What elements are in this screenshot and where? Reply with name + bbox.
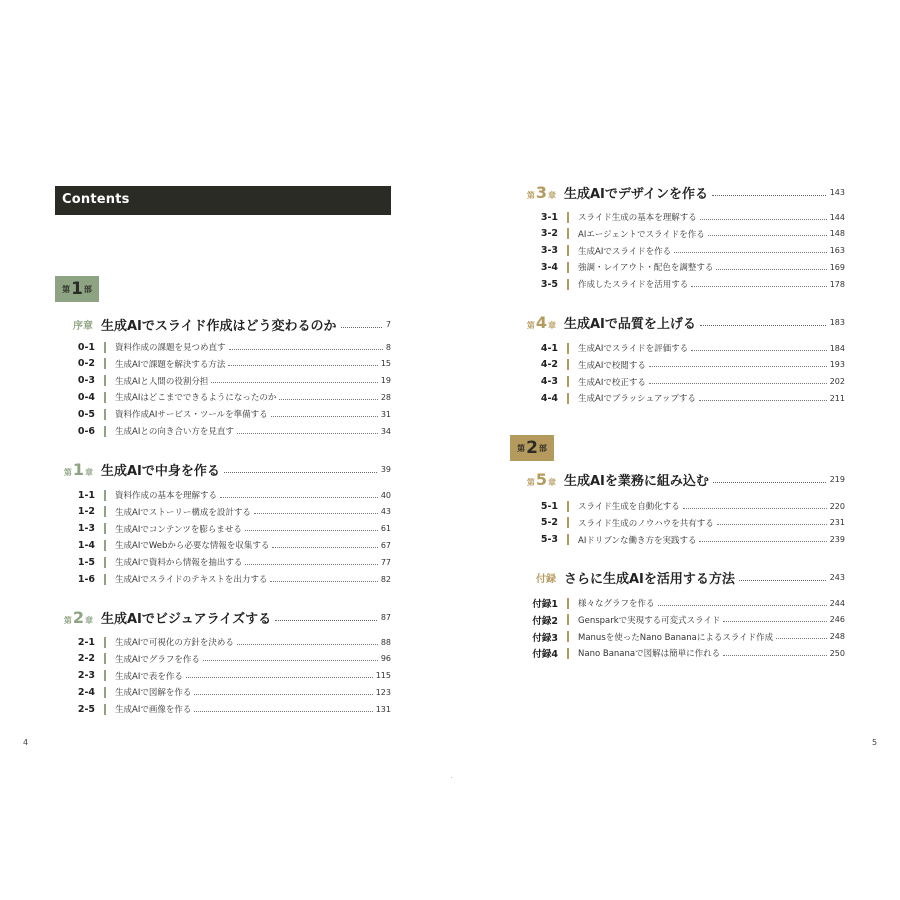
dot-leader bbox=[237, 644, 378, 645]
section-title: 生成AIでスライドを評価する bbox=[578, 344, 689, 354]
section-number: 付録4 bbox=[532, 649, 558, 661]
toc-entry[interactable] bbox=[55, 652, 391, 666]
section-divider-bar bbox=[104, 557, 106, 568]
section-title: 生成AIで課題を解決する方法 bbox=[115, 359, 226, 370]
section-title: 生成AIでスライドのテキストを出力する bbox=[115, 575, 268, 585]
section-page: 220 bbox=[829, 501, 845, 511]
section-divider-bar bbox=[567, 343, 569, 354]
section-title: 生成AIと人間の役割分担 bbox=[115, 376, 209, 387]
section-divider-bar bbox=[104, 506, 106, 517]
dot-leader bbox=[713, 482, 826, 483]
section-page: 178 bbox=[829, 279, 845, 289]
toc-entry[interactable] bbox=[518, 391, 845, 405]
section-divider-bar bbox=[104, 653, 106, 664]
toc-entry[interactable] bbox=[518, 596, 845, 610]
chapter-title: 生成AIで中身を作る bbox=[101, 463, 220, 479]
section-divider-bar bbox=[567, 648, 569, 659]
section-number: 2-5 bbox=[77, 703, 95, 715]
section-page: 169 bbox=[829, 262, 845, 272]
section-title: 生成AIで図解を作る bbox=[115, 688, 192, 699]
toc-entry[interactable] bbox=[518, 499, 845, 513]
toc-entry[interactable] bbox=[518, 375, 845, 389]
section-page: 8 bbox=[385, 342, 391, 352]
section-number: 1-5 bbox=[77, 556, 95, 568]
section-number: 0-6 bbox=[77, 425, 95, 437]
section-page: 244 bbox=[829, 598, 845, 608]
chapter-title: 生成AIでスライド作成はどう変わるのか bbox=[101, 318, 337, 334]
section-title: 作成したスライドを活用する bbox=[578, 280, 689, 291]
toc-entry[interactable] bbox=[55, 635, 391, 649]
section-number: 4-4 bbox=[540, 392, 558, 404]
section-page: 231 bbox=[829, 518, 845, 528]
dot-leader bbox=[674, 252, 827, 253]
section-divider-bar bbox=[104, 342, 106, 353]
chapter-page: 243 bbox=[829, 572, 845, 582]
section-divider-bar bbox=[567, 279, 569, 290]
dot-leader bbox=[723, 655, 827, 656]
section-divider-bar bbox=[567, 245, 569, 256]
dot-leader bbox=[700, 325, 826, 326]
chapter-label: 付録 bbox=[536, 573, 556, 585]
chapter-heading-5[interactable] bbox=[518, 469, 845, 489]
dot-leader bbox=[245, 564, 377, 565]
toc-entry[interactable] bbox=[518, 613, 845, 627]
gutter-mark bbox=[451, 777, 452, 778]
dot-leader bbox=[683, 508, 827, 509]
toc-entry[interactable] bbox=[55, 669, 391, 683]
section-number: 3-3 bbox=[540, 245, 558, 257]
dot-leader bbox=[224, 472, 377, 473]
section-number: 0-1 bbox=[77, 341, 95, 353]
chapter-number: 4 bbox=[535, 312, 547, 332]
section-title: 資料作成AIサービス・ツールを準備する bbox=[115, 410, 268, 421]
section-title: 生成AIでWebから必要な情報を収集する bbox=[115, 541, 270, 552]
dot-leader bbox=[708, 235, 827, 236]
section-number: 1-4 bbox=[77, 539, 95, 551]
toc-entry[interactable] bbox=[518, 227, 845, 241]
part-2-badge bbox=[510, 435, 554, 461]
section-page: 184 bbox=[829, 343, 845, 353]
section-divider-bar bbox=[104, 426, 106, 437]
chapter-prefix: 第 bbox=[526, 190, 535, 200]
section-page: 40 bbox=[380, 490, 391, 500]
section-title: Gensparkで実現する可変式スライド bbox=[578, 615, 721, 626]
dot-leader bbox=[658, 605, 827, 606]
section-divider-bar bbox=[104, 409, 106, 420]
section-divider-bar bbox=[104, 574, 106, 585]
section-number: 4-3 bbox=[540, 376, 558, 388]
chapter-prefix: 第 bbox=[526, 477, 535, 487]
chapter-title: 生成AIで品質を上げる bbox=[564, 316, 696, 332]
section-number: 付録1 bbox=[532, 599, 558, 610]
section-number: 1-2 bbox=[77, 506, 95, 518]
dot-leader bbox=[194, 711, 372, 712]
section-title: 生成AIで校閲する bbox=[578, 360, 646, 371]
chapter-heading-3[interactable] bbox=[518, 182, 845, 202]
section-number: 1-6 bbox=[77, 573, 95, 585]
dot-leader bbox=[194, 694, 372, 695]
toc-entry[interactable] bbox=[518, 516, 845, 530]
dot-leader bbox=[203, 660, 378, 661]
dot-leader bbox=[649, 366, 827, 367]
section-page: 61 bbox=[380, 524, 391, 534]
section-divider-bar bbox=[567, 614, 569, 625]
chapter-title: 生成AIを業務に組み込む bbox=[564, 473, 709, 489]
section-page: 250 bbox=[829, 648, 845, 658]
section-page: 15 bbox=[380, 359, 391, 369]
part-badge-suffix: 部 bbox=[83, 284, 92, 294]
chapter-suffix: 章 bbox=[548, 320, 556, 330]
toc-entry[interactable] bbox=[518, 358, 845, 372]
section-divider-bar bbox=[567, 359, 569, 370]
section-title: 生成AIで可視化の方針を決める bbox=[115, 638, 234, 648]
section-divider-bar bbox=[104, 540, 106, 551]
section-divider-bar bbox=[567, 517, 569, 528]
part-1-badge bbox=[55, 276, 99, 302]
section-page: 163 bbox=[829, 246, 845, 256]
section-divider-bar bbox=[104, 670, 106, 681]
chapter-heading-prologue[interactable] bbox=[55, 314, 391, 334]
section-divider-bar bbox=[104, 358, 106, 369]
chapter-page: 7 bbox=[385, 319, 391, 329]
section-page: 131 bbox=[375, 704, 391, 714]
section-title: Manusを使ったNano Bananaによるスライド作成 bbox=[578, 632, 774, 643]
section-title: スライド生成を自動化する bbox=[578, 502, 680, 512]
dot-leader bbox=[279, 399, 377, 400]
dot-leader bbox=[275, 620, 377, 621]
section-divider-bar bbox=[104, 523, 106, 534]
chapter-title: さらに生成AIを活用する方法 bbox=[564, 571, 735, 587]
section-title: 生成AIで画像を作る bbox=[115, 705, 192, 716]
dot-leader bbox=[211, 382, 377, 383]
section-number: 0-4 bbox=[77, 391, 95, 403]
contents-title: Contents bbox=[62, 192, 130, 207]
section-title: 強調・レイアウト・配色を調整する bbox=[578, 263, 714, 274]
dot-leader bbox=[700, 219, 827, 220]
dot-leader bbox=[245, 530, 378, 531]
toc-entry[interactable] bbox=[55, 572, 391, 586]
chapter-title: 生成AIでビジュアライズする bbox=[101, 611, 272, 627]
dot-leader bbox=[270, 581, 377, 582]
section-page: 82 bbox=[380, 574, 391, 584]
section-number: 2-2 bbox=[77, 653, 95, 665]
part-badge-number: 2 bbox=[526, 438, 538, 458]
toc-entry[interactable] bbox=[518, 260, 845, 274]
section-number: 1-3 bbox=[77, 523, 95, 535]
dot-leader bbox=[712, 195, 826, 196]
dot-leader bbox=[691, 286, 826, 287]
section-page: 88 bbox=[380, 637, 391, 647]
dot-leader bbox=[739, 580, 826, 581]
right-page bbox=[450, 0, 900, 900]
section-page: 144 bbox=[829, 212, 845, 222]
chapter-number: 3 bbox=[535, 182, 547, 202]
section-title: 生成AIでブラッシュアップする bbox=[578, 394, 696, 405]
chapter-number: 1 bbox=[72, 459, 84, 479]
part-badge-number: 1 bbox=[71, 279, 83, 299]
section-title: 生成AIで資料から情報を抽出する bbox=[115, 558, 243, 569]
dot-leader bbox=[649, 383, 827, 384]
chapter-suffix: 章 bbox=[85, 615, 93, 625]
chapter-number: 2 bbox=[72, 607, 84, 627]
chapter-number: 5 bbox=[535, 469, 547, 489]
section-divider-bar bbox=[567, 534, 569, 545]
section-number: 0-2 bbox=[77, 358, 95, 370]
section-divider-bar bbox=[567, 376, 569, 387]
section-title: 生成AIで校正する bbox=[578, 377, 646, 388]
chapter-page: 39 bbox=[380, 464, 391, 474]
section-divider-bar bbox=[567, 393, 569, 404]
section-divider-bar bbox=[104, 704, 106, 715]
toc-entry[interactable] bbox=[55, 488, 391, 502]
toc-entry[interactable] bbox=[518, 244, 845, 258]
section-divider-bar bbox=[567, 631, 569, 642]
toc-entry[interactable] bbox=[55, 390, 391, 404]
section-title: AIエージェントでスライドを作る bbox=[578, 229, 705, 240]
toc-entry[interactable] bbox=[518, 210, 845, 224]
section-number: 3-2 bbox=[540, 228, 558, 240]
section-title: 生成AIでコンテンツを膨らませる bbox=[115, 524, 242, 535]
section-page: 248 bbox=[829, 632, 845, 642]
dot-leader bbox=[699, 541, 826, 542]
dot-leader bbox=[254, 513, 378, 514]
section-page: 34 bbox=[380, 426, 391, 436]
section-page: 31 bbox=[380, 409, 391, 419]
section-title: 生成AIでスライドを作る bbox=[578, 246, 672, 257]
section-page: 246 bbox=[829, 615, 845, 625]
section-divider-bar bbox=[567, 262, 569, 273]
toc-entry[interactable] bbox=[55, 374, 391, 388]
section-page: 202 bbox=[829, 377, 845, 387]
section-title: 生成AIでストーリー構成を設計する bbox=[115, 507, 251, 518]
section-title: AIドリブンな働き方を実践する bbox=[578, 535, 697, 546]
page-number-left: 4 bbox=[23, 738, 29, 747]
dot-leader bbox=[717, 524, 827, 525]
chapter-page: 183 bbox=[829, 317, 845, 327]
section-title: スライド生成のノウハウを共有する bbox=[578, 518, 714, 529]
section-page: 96 bbox=[380, 654, 391, 664]
contents-header bbox=[55, 186, 391, 215]
toc-entry[interactable] bbox=[55, 555, 391, 569]
section-divider-bar bbox=[104, 375, 106, 386]
chapter-prefix: 第 bbox=[63, 467, 72, 477]
section-page: 123 bbox=[375, 687, 391, 697]
toc-entry[interactable] bbox=[55, 357, 391, 371]
toc-entry[interactable] bbox=[518, 646, 845, 660]
chapter-heading-4[interactable] bbox=[518, 312, 845, 332]
section-title: 資料作成の基本を理解する bbox=[115, 491, 218, 501]
chapter-page: 87 bbox=[380, 612, 391, 622]
dot-leader bbox=[776, 638, 827, 639]
dot-leader bbox=[228, 365, 377, 366]
toc-entry[interactable] bbox=[55, 538, 391, 552]
section-title: スライド生成の基本を理解する bbox=[578, 213, 697, 223]
section-page: 67 bbox=[380, 540, 391, 550]
chapter-suffix: 章 bbox=[85, 467, 93, 477]
section-number: 3-1 bbox=[540, 211, 558, 223]
section-page: 19 bbox=[380, 376, 391, 386]
chapter-suffix: 章 bbox=[548, 477, 556, 487]
dot-leader bbox=[229, 349, 383, 350]
page-number-right: 5 bbox=[872, 738, 878, 747]
section-page: 239 bbox=[829, 535, 845, 545]
section-number: 5-2 bbox=[540, 517, 558, 529]
section-number: 3-4 bbox=[540, 261, 558, 273]
section-page: 115 bbox=[375, 671, 391, 681]
section-number: 0-3 bbox=[77, 375, 95, 387]
section-title: 様々なグラフを作る bbox=[578, 599, 655, 609]
toc-entry[interactable] bbox=[55, 505, 391, 519]
dot-leader bbox=[271, 416, 378, 417]
toc-entry[interactable] bbox=[55, 340, 391, 354]
part-badge-prefix: 第 bbox=[62, 284, 71, 294]
chapter-suffix: 章 bbox=[548, 190, 556, 200]
chapter-page: 143 bbox=[829, 187, 845, 197]
section-divider-bar bbox=[104, 490, 106, 501]
section-title: 資料作成の課題を見つめ直す bbox=[115, 343, 226, 353]
chapter-heading-appendix[interactable] bbox=[518, 567, 845, 587]
chapter-prefix: 第 bbox=[63, 615, 72, 625]
toc-entry[interactable] bbox=[518, 533, 845, 547]
dot-leader bbox=[341, 327, 382, 328]
section-divider-bar bbox=[567, 598, 569, 609]
section-number: 5-3 bbox=[540, 534, 558, 546]
dot-leader bbox=[716, 269, 826, 270]
dot-leader bbox=[272, 547, 377, 548]
section-number: 5-1 bbox=[540, 500, 558, 512]
toc-entry[interactable] bbox=[55, 424, 391, 438]
toc-entry[interactable] bbox=[55, 702, 391, 716]
dot-leader bbox=[691, 350, 827, 351]
chapter-prefix: 第 bbox=[526, 320, 535, 330]
chapter-heading-1[interactable] bbox=[55, 459, 391, 479]
part-badge-prefix: 第 bbox=[517, 443, 526, 453]
section-number: 4-2 bbox=[540, 359, 558, 371]
section-number: 0-5 bbox=[77, 408, 95, 420]
toc-entry[interactable] bbox=[518, 277, 845, 291]
section-number: 2-3 bbox=[77, 670, 95, 682]
section-divider-bar bbox=[567, 212, 569, 223]
section-number: 2-4 bbox=[77, 686, 95, 698]
section-page: 28 bbox=[380, 392, 391, 402]
section-divider-bar bbox=[104, 687, 106, 698]
toc-entry[interactable] bbox=[518, 341, 845, 355]
section-title: 生成AIでグラフを作る bbox=[115, 654, 200, 665]
section-divider-bar bbox=[104, 637, 106, 648]
section-number: 4-1 bbox=[540, 342, 558, 354]
dot-leader bbox=[699, 400, 827, 401]
section-page: 148 bbox=[829, 229, 845, 239]
section-title: 生成AIとの向き合い方を見直す bbox=[115, 427, 234, 437]
section-page: 43 bbox=[380, 507, 391, 517]
chapter-heading-2[interactable] bbox=[55, 607, 391, 627]
section-divider-bar bbox=[567, 228, 569, 239]
section-page: 77 bbox=[380, 557, 391, 567]
toc-entry[interactable] bbox=[518, 630, 845, 644]
section-page: 211 bbox=[829, 393, 845, 403]
section-page: 193 bbox=[829, 360, 845, 370]
dot-leader bbox=[237, 433, 378, 434]
section-title: Nano Bananaで図解は簡単に作れる bbox=[578, 649, 721, 660]
toc-entry[interactable] bbox=[55, 522, 391, 536]
section-number: 付録2 bbox=[532, 615, 558, 627]
chapter-label: 序章 bbox=[73, 320, 93, 332]
toc-entry[interactable] bbox=[55, 407, 391, 421]
section-number: 3-5 bbox=[540, 278, 558, 290]
chapter-page: 219 bbox=[829, 474, 845, 484]
section-number: 付録3 bbox=[532, 632, 558, 644]
dot-leader bbox=[723, 621, 826, 622]
chapter-title: 生成AIでデザインを作る bbox=[564, 186, 708, 202]
section-divider-bar bbox=[567, 501, 569, 512]
toc-entry[interactable] bbox=[55, 685, 391, 699]
part-badge-suffix: 部 bbox=[538, 443, 547, 453]
section-number: 2-1 bbox=[77, 636, 95, 648]
section-title: 生成AIはどこまでできるようになったのか bbox=[115, 393, 277, 404]
section-divider-bar bbox=[104, 392, 106, 403]
section-title: 生成AIで表を作る bbox=[115, 671, 183, 682]
dot-leader bbox=[186, 677, 373, 678]
dot-leader bbox=[220, 497, 378, 498]
section-number: 1-1 bbox=[77, 489, 95, 501]
